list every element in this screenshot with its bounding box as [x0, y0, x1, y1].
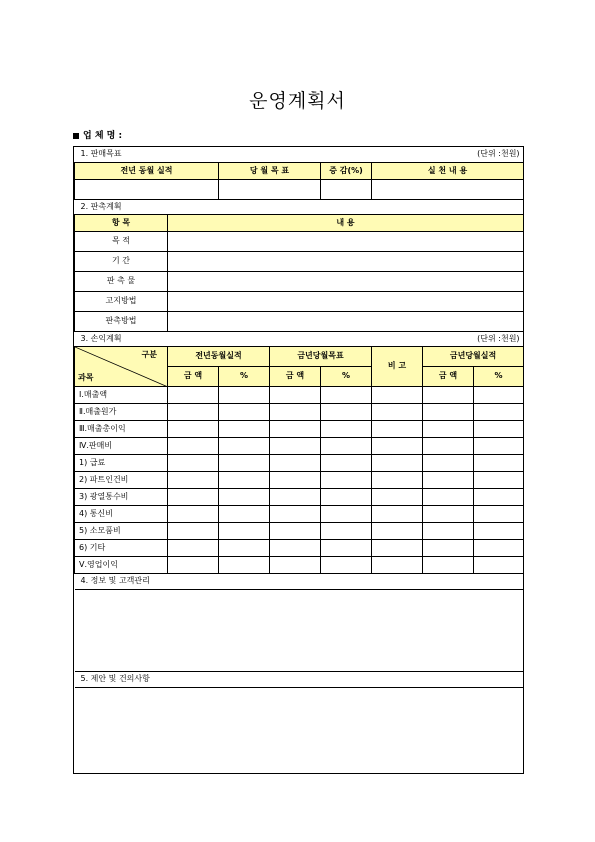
sales-target-input-row — [75, 179, 524, 199]
pl-value-cell[interactable] — [219, 386, 270, 403]
group-prev-year-actual: 전년동월실적 — [168, 346, 270, 366]
pl-value-cell[interactable] — [219, 403, 270, 420]
pl-value-cell[interactable] — [270, 488, 321, 505]
pl-value-cell[interactable] — [423, 420, 474, 437]
group-remarks: 비 고 — [372, 346, 423, 386]
pl-value-cell[interactable] — [372, 454, 423, 471]
section-3-header — [75, 331, 524, 346]
col-action-content: 실 천 내 용 — [372, 162, 524, 179]
promo-row-label: 목 적 — [75, 231, 168, 251]
pl-value-cell[interactable] — [168, 471, 219, 488]
pl-row-label: 6) 기타 — [75, 539, 168, 556]
pl-value-cell[interactable] — [423, 556, 474, 573]
pl-value-cell[interactable] — [168, 437, 219, 454]
pl-row-label: 1) 급료 — [75, 454, 168, 471]
section-3-label: 3. 손익계획 — [75, 331, 321, 346]
pl-value-cell[interactable] — [321, 454, 372, 471]
promo-row-label: 기 간 — [75, 251, 168, 271]
pl-value-cell[interactable] — [474, 437, 524, 454]
company-name-label — [73, 128, 122, 141]
info-customer-area[interactable] — [75, 589, 524, 671]
square-bullet-icon — [73, 133, 79, 139]
col-content: 내 용 — [168, 214, 524, 231]
pl-value-cell[interactable] — [423, 522, 474, 539]
promo-content-cell[interactable] — [168, 231, 524, 251]
pl-row-label: Ⅳ.판매비 — [75, 437, 168, 454]
pl-row — [75, 454, 524, 471]
pl-row-label: Ⅰ.매출액 — [75, 386, 168, 403]
pl-value-cell[interactable] — [372, 556, 423, 573]
pl-row — [75, 488, 524, 505]
pl-value-cell[interactable] — [270, 420, 321, 437]
pl-value-cell[interactable] — [270, 437, 321, 454]
promo-content-cell[interactable] — [168, 271, 524, 291]
promo-content-cell[interactable] — [168, 291, 524, 311]
corner-bottom-label: 과목 — [78, 372, 94, 382]
pl-value-cell[interactable] — [270, 403, 321, 420]
pl-row — [75, 556, 524, 573]
pl-value-cell[interactable] — [321, 420, 372, 437]
pl-value-cell[interactable] — [219, 420, 270, 437]
section-4-header — [75, 573, 524, 589]
pl-value-cell[interactable] — [372, 437, 423, 454]
pl-row-label: Ⅲ.매출총이익 — [75, 420, 168, 437]
promo-row-label: 고지방법 — [75, 291, 168, 311]
pl-value-cell[interactable] — [372, 539, 423, 556]
pl-value-cell[interactable] — [321, 403, 372, 420]
pl-value-cell[interactable] — [270, 556, 321, 573]
pl-value-cell[interactable] — [321, 522, 372, 539]
pl-value-cell[interactable] — [270, 386, 321, 403]
section-1-unit: (단위 :천원) — [321, 147, 524, 162]
sub-amount: 금 액 — [270, 366, 321, 386]
pl-value-cell[interactable] — [168, 505, 219, 522]
sub-amount: 금 액 — [423, 366, 474, 386]
promo-header-row — [75, 214, 524, 231]
pl-row-label: Ⅴ.영업이익 — [75, 556, 168, 573]
pl-row — [75, 386, 524, 403]
company-label-text: 업 체 명 : — [83, 131, 123, 141]
month-target-cell[interactable] — [219, 179, 321, 199]
pl-row-label: Ⅱ.매출원가 — [75, 403, 168, 420]
promo-row — [75, 231, 524, 251]
pl-value-cell[interactable] — [372, 505, 423, 522]
pl-value-cell[interactable] — [219, 471, 270, 488]
pl-value-cell[interactable] — [474, 505, 524, 522]
section-1-label: 1. 판매목표 — [75, 147, 321, 162]
pl-value-cell[interactable] — [474, 454, 524, 471]
pl-row — [75, 539, 524, 556]
section-4-body — [75, 589, 524, 671]
pl-value-cell[interactable] — [423, 488, 474, 505]
pl-value-cell[interactable] — [321, 437, 372, 454]
sub-amount: 금 액 — [168, 366, 219, 386]
pl-value-cell[interactable] — [372, 386, 423, 403]
pl-value-cell[interactable] — [321, 471, 372, 488]
promo-row — [75, 271, 524, 291]
section-1-header — [75, 147, 524, 162]
action-content-cell[interactable] — [372, 179, 524, 199]
pl-value-cell[interactable] — [219, 505, 270, 522]
section-5-body — [75, 687, 524, 773]
pl-value-cell[interactable] — [474, 471, 524, 488]
pl-value-cell[interactable] — [372, 420, 423, 437]
pl-value-cell[interactable] — [168, 522, 219, 539]
pl-value-cell[interactable] — [321, 556, 372, 573]
promo-row-label: 판촉방법 — [75, 311, 168, 331]
pl-value-cell[interactable] — [372, 488, 423, 505]
pl-value-cell[interactable] — [474, 556, 524, 573]
pl-value-cell[interactable] — [321, 386, 372, 403]
sub-percent: % — [474, 366, 524, 386]
pl-value-cell[interactable] — [474, 488, 524, 505]
promo-content-cell[interactable] — [168, 311, 524, 331]
group-this-month-actual: 금년당월실적 — [423, 346, 524, 366]
pl-value-cell[interactable] — [474, 386, 524, 403]
corner-top-label: 구분 — [141, 349, 157, 359]
pl-value-cell[interactable] — [321, 505, 372, 522]
prev-year-value-cell[interactable] — [75, 179, 219, 199]
pl-value-cell[interactable] — [372, 471, 423, 488]
pl-value-cell[interactable] — [423, 454, 474, 471]
promo-row — [75, 291, 524, 311]
col-change-percent: 증 감(%) — [321, 162, 372, 179]
pl-value-cell[interactable] — [321, 539, 372, 556]
pl-row-label: 5) 소모품비 — [75, 522, 168, 539]
pl-value-cell[interactable] — [423, 471, 474, 488]
section-4-label: 4. 정보 및 고객관리 — [75, 573, 524, 589]
plan-form — [73, 146, 524, 774]
col-month-target: 당 월 목 표 — [219, 162, 321, 179]
section-2-label: 2. 판촉계획 — [75, 199, 524, 214]
pl-row-label: 2) 파트인건비 — [75, 471, 168, 488]
pl-value-cell[interactable] — [270, 454, 321, 471]
section-5-label: 5. 제안 및 건의사항 — [75, 671, 524, 687]
pl-value-cell[interactable] — [270, 539, 321, 556]
pl-row — [75, 471, 524, 488]
pl-value-cell[interactable] — [474, 403, 524, 420]
plan-table — [74, 147, 524, 773]
pl-value-cell[interactable] — [219, 488, 270, 505]
pl-value-cell[interactable] — [219, 437, 270, 454]
pl-value-cell[interactable] — [168, 488, 219, 505]
pl-value-cell[interactable] — [168, 386, 219, 403]
pl-value-cell[interactable] — [372, 403, 423, 420]
col-prev-year-same-month: 전년 동월 실적 — [75, 162, 219, 179]
promo-row — [75, 251, 524, 271]
pl-value-cell[interactable] — [372, 522, 423, 539]
page-title: 운영계획서 — [249, 90, 346, 112]
pl-value-cell[interactable] — [168, 556, 219, 573]
pl-value-cell[interactable] — [423, 403, 474, 420]
pl-value-cell[interactable] — [270, 471, 321, 488]
suggestion-area[interactable] — [75, 687, 524, 773]
change-percent-cell[interactable] — [321, 179, 372, 199]
pl-row-label: 4) 통신비 — [75, 505, 168, 522]
sub-percent: % — [321, 366, 372, 386]
pl-header-row-1 — [75, 346, 524, 366]
promo-row — [75, 311, 524, 331]
pl-value-cell[interactable] — [474, 420, 524, 437]
pl-row — [75, 420, 524, 437]
pl-value-cell[interactable] — [219, 522, 270, 539]
promo-row-label: 판 촉 물 — [75, 271, 168, 291]
pl-value-cell[interactable] — [219, 454, 270, 471]
section-2-header — [75, 199, 524, 214]
promo-content-cell[interactable] — [168, 251, 524, 271]
section-5-header — [75, 671, 524, 687]
pl-value-cell[interactable] — [219, 556, 270, 573]
section-3-unit: (단위 :천원) — [321, 331, 524, 346]
pl-value-cell[interactable] — [423, 386, 474, 403]
pl-value-cell[interactable] — [474, 539, 524, 556]
pl-value-cell[interactable] — [474, 522, 524, 539]
pl-row — [75, 505, 524, 522]
group-this-month-target: 금년당월목표 — [270, 346, 372, 366]
pl-value-cell[interactable] — [219, 539, 270, 556]
pl-row — [75, 403, 524, 420]
sales-target-header-row — [75, 162, 524, 179]
pl-value-cell[interactable] — [168, 403, 219, 420]
pl-value-cell[interactable] — [168, 420, 219, 437]
pl-value-cell[interactable] — [168, 454, 219, 471]
pl-value-cell[interactable] — [270, 522, 321, 539]
pl-value-cell[interactable] — [423, 437, 474, 454]
col-item: 항 목 — [75, 214, 168, 231]
corner-header-cell — [75, 346, 168, 386]
pl-value-cell[interactable] — [423, 505, 474, 522]
pl-row-label: 3) 광열통수비 — [75, 488, 168, 505]
pl-value-cell[interactable] — [168, 539, 219, 556]
pl-body — [75, 386, 524, 573]
pl-row — [75, 522, 524, 539]
pl-value-cell[interactable] — [423, 539, 474, 556]
pl-value-cell[interactable] — [270, 505, 321, 522]
pl-value-cell[interactable] — [321, 488, 372, 505]
pl-row — [75, 437, 524, 454]
sub-percent: % — [219, 366, 270, 386]
